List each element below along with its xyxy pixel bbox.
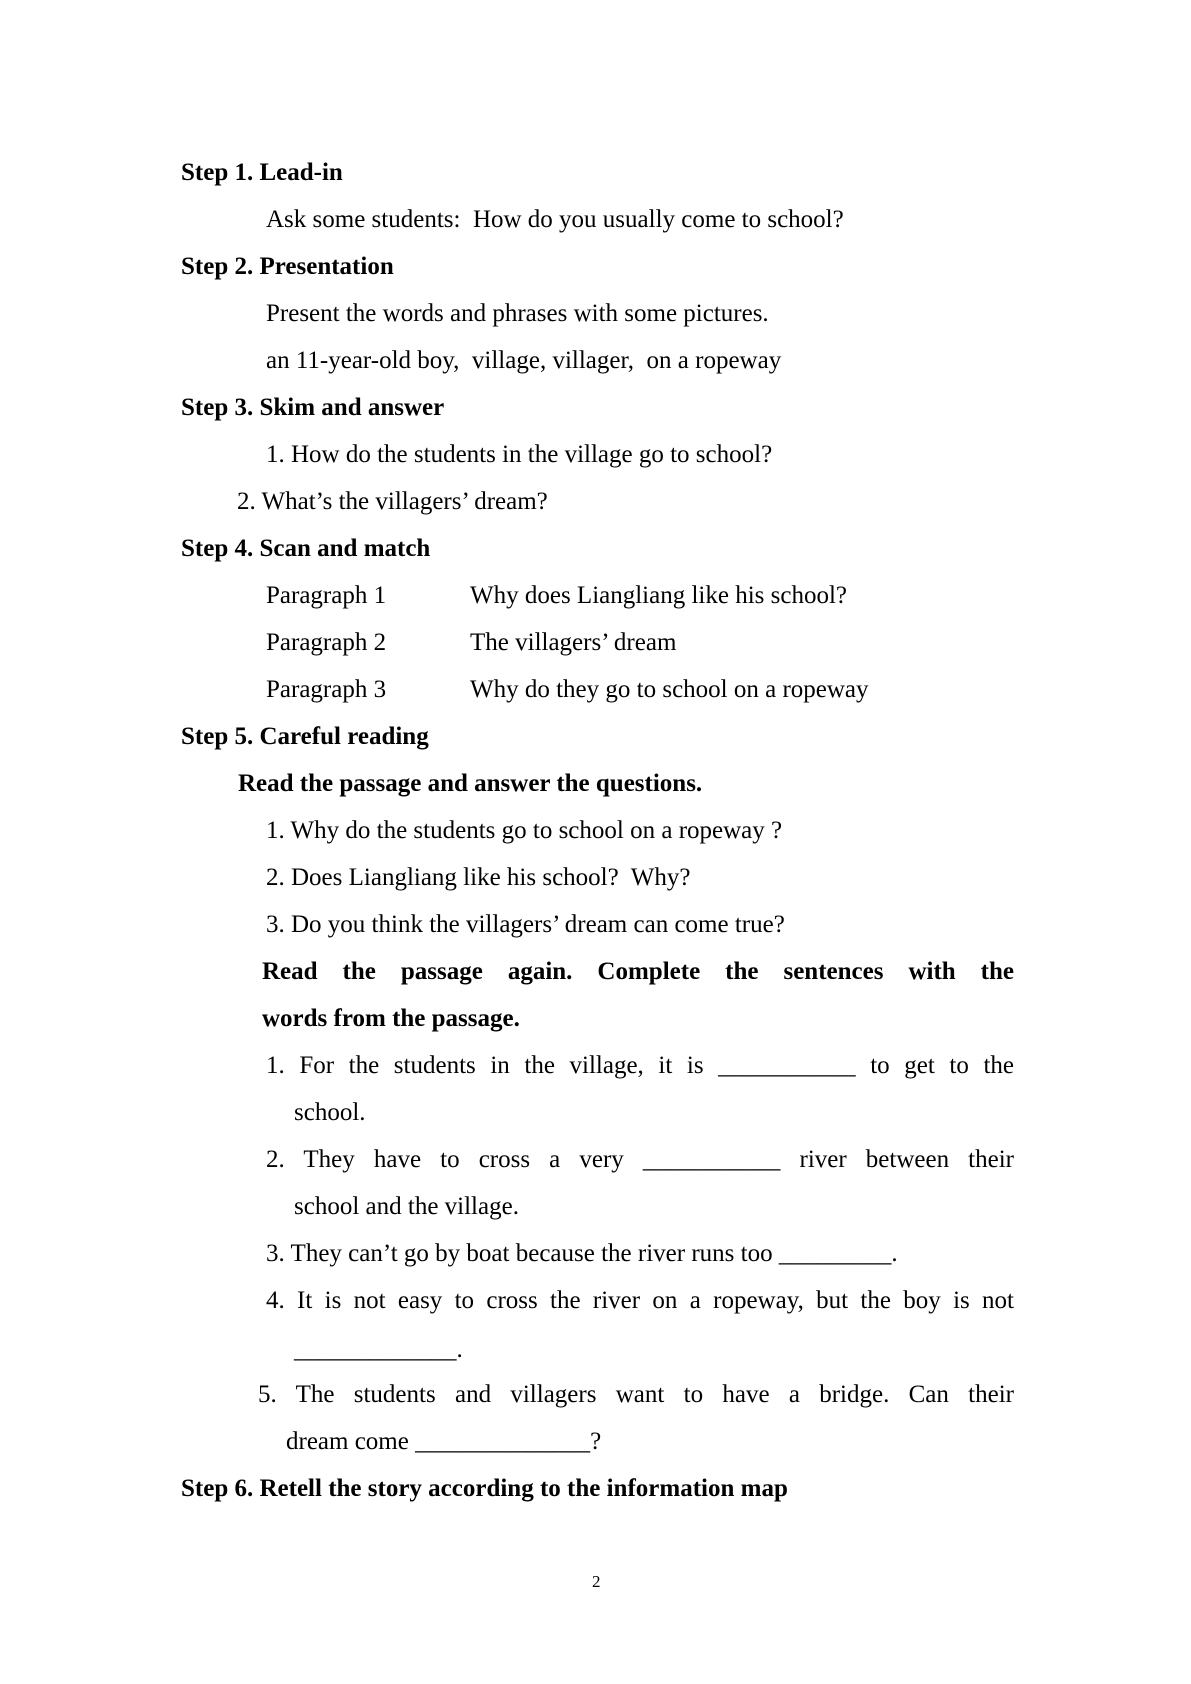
step3-heading: Step 3. Skim and answer <box>181 394 445 421</box>
fill-in-1-line-1: 1. For the students in the village, it is ___________ to get to the <box>266 1052 1014 1079</box>
fill-in-2-line-2: school and the village. <box>294 1193 519 1220</box>
step2-text-2: an 11-year-old boy, village, villager, on a ropeway <box>266 347 782 374</box>
step2-heading: Step 2. Presentation <box>181 253 394 280</box>
step5-task-1: Read the passage and answer the questions. <box>238 770 703 797</box>
fill-in-4-line-1: 4. It is not easy to cross the river on a ropeway, but the boy is not <box>266 1287 1014 1314</box>
match-text-3: Why do they go to school on a ropeway <box>470 676 869 703</box>
fill-in-4-line-2: _____________. <box>294 1336 463 1363</box>
step5-question-2: 2. Does Liangliang like his school? Why? <box>266 864 691 891</box>
fill-in-3: 3. They can’t go by boat because the river runs too _________. <box>266 1240 898 1267</box>
step5-task-2-line-2: words from the passage. <box>262 1005 520 1032</box>
match-text-1: Why does Liangliang like his school? <box>470 582 848 609</box>
page-number: 2 <box>592 1572 601 1591</box>
step6-heading: Step 6. Retell the story according to the information map <box>181 1475 788 1502</box>
fill-in-1-line-2: school. <box>294 1099 366 1126</box>
step3-question-1: 1. How do the students in the village go to school? <box>266 441 773 468</box>
fill-in-2-line-1: 2. They have to cross a very ___________ river between their <box>266 1146 1014 1173</box>
fill-in-5-line-1: 5. The students and villagers want to have a bridge. Can their <box>258 1381 1014 1408</box>
step3-question-2: 2. What’s the villagers’ dream? <box>237 488 548 515</box>
fill-in-5-line-2: dream come ______________? <box>286 1428 602 1455</box>
match-paragraph-2: Paragraph 2 <box>266 629 387 656</box>
step5-heading: Step 5. Careful reading <box>181 723 429 750</box>
step5-question-1: 1. Why do the students go to school on a ropeway ? <box>266 817 783 844</box>
step1-heading: Step 1. Lead-in <box>181 159 343 186</box>
step5-question-3: 3. Do you think the villagers’ dream can come true? <box>266 911 785 938</box>
step2-text-1: Present the words and phrases with some pictures. <box>266 300 769 327</box>
step1-text: Ask some students: How do you usually come to school? <box>266 206 844 233</box>
match-paragraph-1: Paragraph 1 <box>266 582 387 609</box>
match-paragraph-3: Paragraph 3 <box>266 676 387 703</box>
step4-heading: Step 4. Scan and match <box>181 535 431 562</box>
match-text-2: The villagers’ dream <box>470 629 677 656</box>
step5-task-2-line-1: Read the passage again. Complete the sentences with the <box>262 958 1014 985</box>
